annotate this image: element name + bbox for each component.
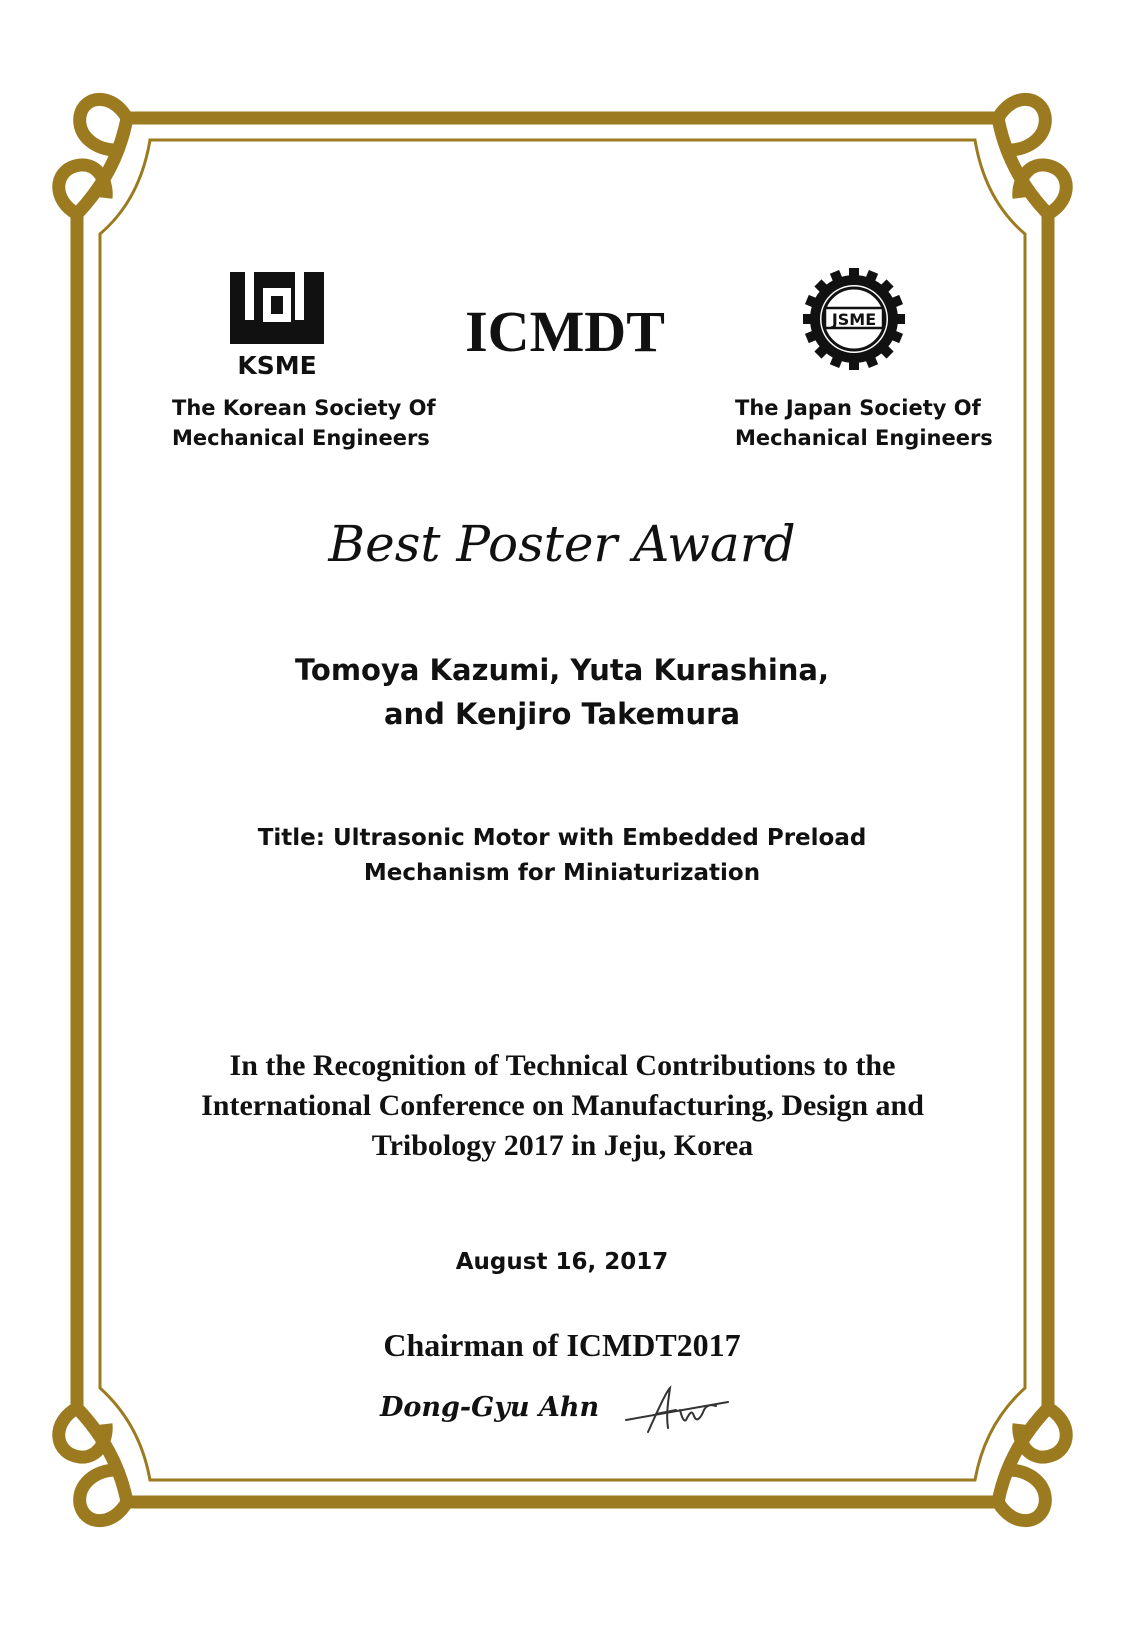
header-title: ICMDT [465,299,665,364]
award-title: Best Poster Award [328,515,796,573]
ksme-logo-text: KSME [237,351,317,380]
recipients-line1: Tomoya Kazumi, Yuta Kurashina, [294,653,830,687]
jsme-logo [799,264,909,374]
ksme-org-line2: Mechanical Engineers [172,426,430,450]
paper-title-line1: Title: Ultrasonic Motor with Embedded Preload [257,825,867,851]
recognition-line3: Tribology 2017 in Jeju, Korea [371,1129,754,1162]
ksme-org-line1: The Korean Society Of [172,396,436,420]
handwritten-signature [618,1380,738,1440]
signer-title: Chairman of ICMDT2017 [383,1327,741,1363]
ksme-logo [225,270,329,380]
recipients-line2: and Kenjiro Takemura [383,697,741,731]
jsme-org-line2: Mechanical Engineers [735,426,993,450]
award-date: August 16, 2017 [455,1249,669,1275]
recognition-line2: International Conference on Manufacturing, Design and [201,1089,924,1122]
paper-title-line2: Mechanism for Miniaturization [363,860,761,886]
signer-name: Dong-Gyu Ahn [380,1392,600,1423]
jsme-logo-text: JSME [831,310,877,329]
recognition-line1: In the Recognition of Technical Contributions to the [229,1049,896,1082]
jsme-org-line1: The Japan Society Of [735,396,981,420]
